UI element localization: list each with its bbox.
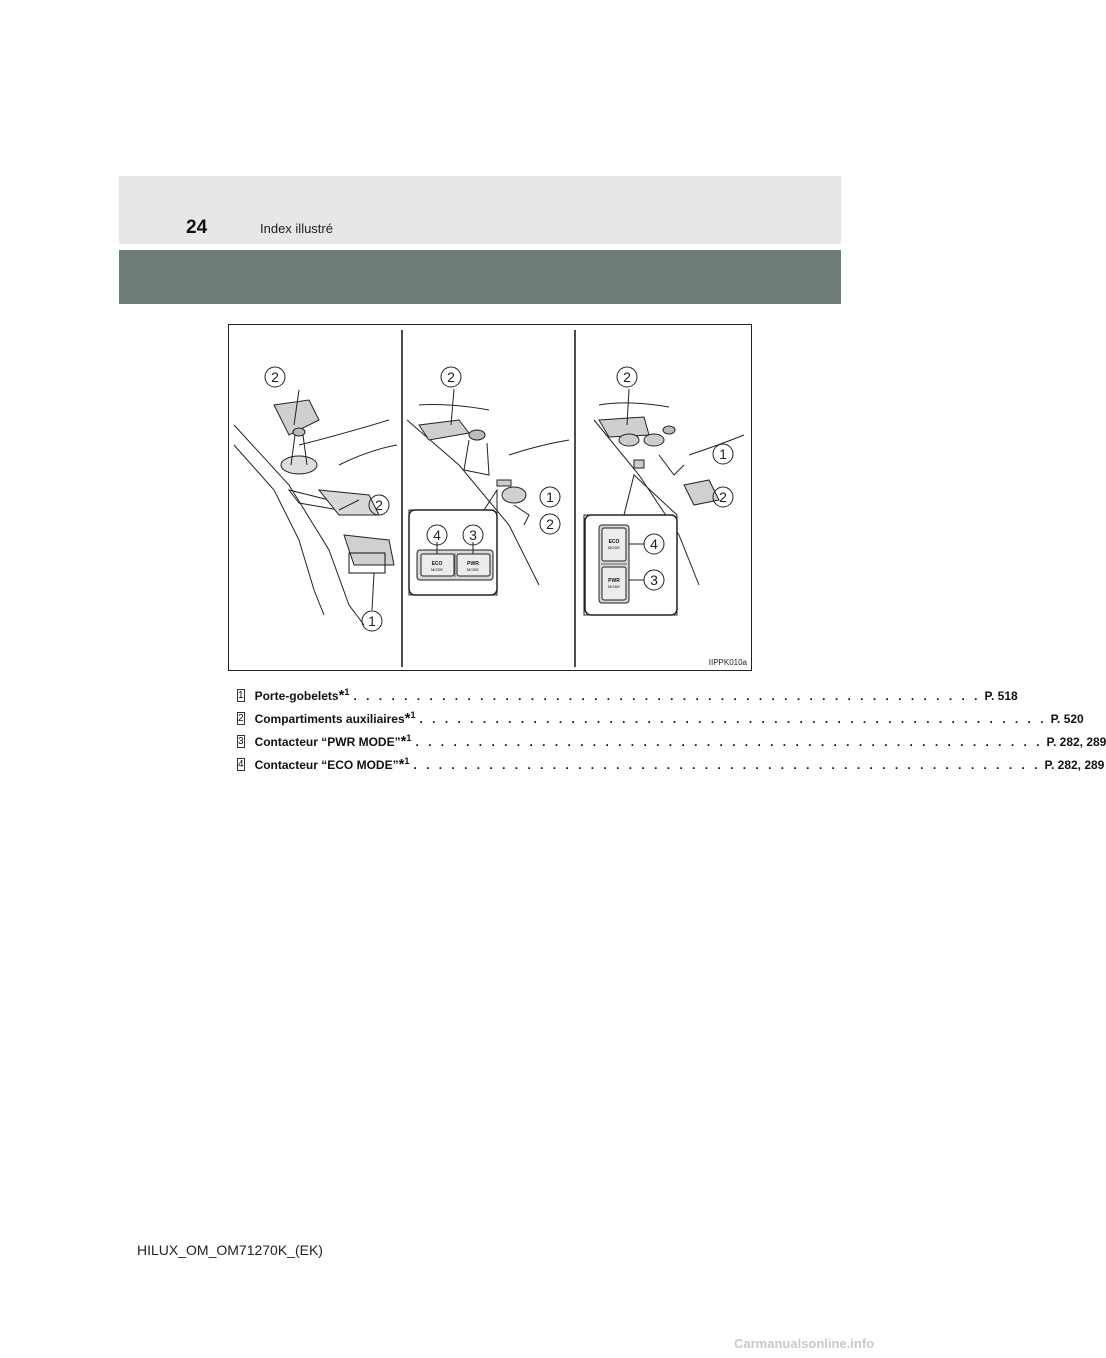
page-reference-link[interactable]: P. 520 — [1050, 711, 1084, 726]
switch-eco-label-p2: ECO — [431, 561, 443, 567]
legend-label: Contacteur “ECO MODE”*$^1$ — [254, 756, 410, 773]
legend-number: 2 — [238, 713, 244, 724]
callout-p2-d: 4 — [433, 527, 441, 543]
page-reference-link[interactable]: P. 518 — [984, 688, 1018, 703]
leader-dots: . . . . . . . . . . . . . . . . . . . . . . . . . . . . . . . . . . . . . . . . . . . . . . . . . . — [353, 688, 981, 703]
callout-p2-b: 1 — [546, 489, 554, 505]
legend-label: Porte-gobelets*$^1$ — [254, 687, 350, 704]
section-title: Index illustré — [260, 221, 333, 236]
callout-p2-c: 2 — [546, 516, 554, 532]
legend-item — [237, 753, 1105, 776]
legend-label: Compartiments auxiliaires*$^1$ — [254, 710, 416, 727]
console-illustration — [228, 324, 752, 671]
svg-text:MODE: MODE — [431, 567, 443, 572]
illustration-drawing — [229, 325, 751, 670]
legend-number: 1 — [238, 690, 244, 701]
page-reference-link[interactable]: P. 282, 289 — [1046, 734, 1106, 749]
watermark: Carmanualsonline.info — [734, 1336, 875, 1351]
page-reference-link[interactable]: P. 282, 289 — [1044, 757, 1105, 772]
callout-p3-e: 3 — [650, 572, 658, 588]
callout-p3-c: 2 — [719, 489, 727, 505]
callout-p3-d: 4 — [650, 536, 658, 552]
switch-pwr-label-p2: PWR — [467, 561, 479, 567]
legend-number: 4 — [238, 759, 244, 770]
callout-p1-a: 2 — [271, 369, 279, 385]
callout-p2-a: 2 — [447, 369, 455, 385]
legend-list — [237, 684, 1106, 776]
svg-text:MODE: MODE — [608, 584, 620, 589]
figure-code: IIPPK010a — [708, 658, 747, 667]
callout-p1-b: 2 — [375, 497, 383, 513]
panel-3-inset — [584, 475, 677, 615]
header-band — [119, 176, 841, 244]
switch-eco-label-p3: ECO — [608, 539, 620, 545]
leader-dots: . . . . . . . . . . . . . . . . . . . . . . . . . . . . . . . . . . . . . . . . . . . . . . . . . . — [415, 734, 1043, 749]
panel-1-drawing — [234, 390, 397, 625]
legend-item — [237, 730, 1106, 753]
callout-p3-a: 2 — [623, 369, 631, 385]
callout-p2-e: 3 — [469, 527, 477, 543]
svg-text:MODE: MODE — [467, 567, 479, 572]
legend-number: 3 — [238, 736, 244, 747]
title-bar — [119, 250, 841, 304]
callout-p3-b: 1 — [719, 446, 727, 462]
legend-item — [237, 707, 1084, 730]
page-number: 24 — [186, 217, 208, 238]
document-id: HILUX_OM_OM71270K_(EK) — [137, 1242, 323, 1258]
leader-dots: . . . . . . . . . . . . . . . . . . . . . . . . . . . . . . . . . . . . . . . . . . . . . . . . . . — [413, 757, 1041, 772]
legend-label: Contacteur “PWR MODE”*$^1$ — [254, 733, 412, 750]
svg-text:MODE: MODE — [608, 545, 620, 550]
panel-2-inset — [409, 490, 497, 595]
legend-item — [237, 684, 1018, 707]
switch-pwr-label-p3: PWR — [608, 578, 620, 584]
callout-p1-c: 1 — [368, 613, 376, 629]
leader-dots: . . . . . . . . . . . . . . . . . . . . . . . . . . . . . . . . . . . . . . . . . . . . . . . . . . — [419, 711, 1047, 726]
